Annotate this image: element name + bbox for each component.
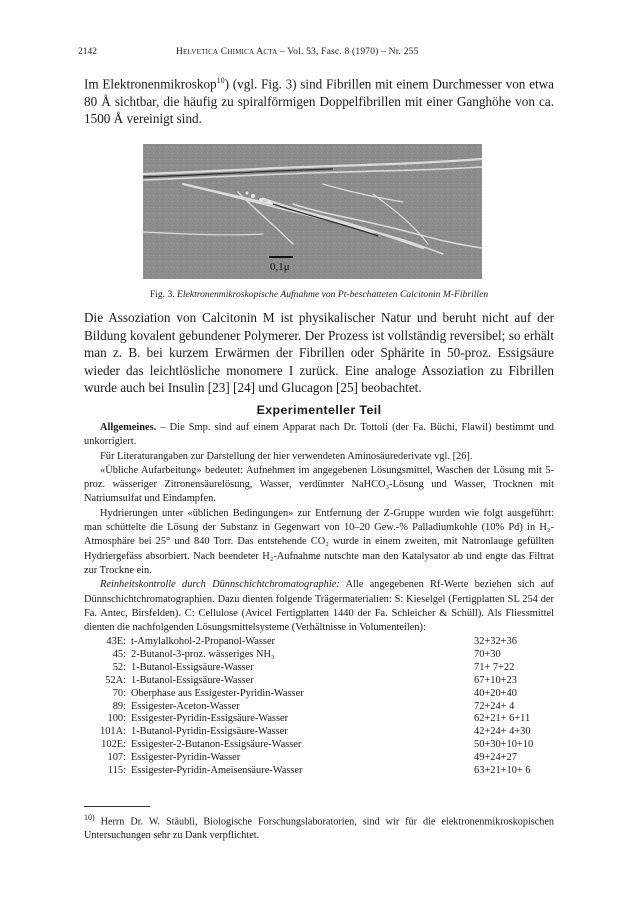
solvent-system-ratio: 62+21+ 6+11: [474, 713, 531, 725]
footnote-rule: [84, 806, 150, 807]
page-number: 2142: [78, 47, 97, 57]
solvent-system-name: Oberphase aus Essigester-Pyridin-Wasser: [131, 687, 304, 699]
running-title: [176, 47, 419, 57]
solvent-system-id: 107:: [107, 752, 126, 764]
literature-paragraph: Für Literaturangaben zur Darstellung der hier verwendeten Aminosäurederivate vgl. [26].: [100, 450, 473, 462]
solvent-systems-table: [84, 636, 556, 778]
solvent-systems-body: [84, 636, 556, 778]
micrograph-image: [143, 144, 482, 279]
solvent-system-name: 1-Butanol-Pyridin-Essigsäure-Wasser: [131, 726, 288, 738]
solvent-system-ratio: 32+32+36: [474, 636, 517, 647]
solvent-system-row: [84, 662, 556, 675]
solvent-system-ratio: 40+20+40: [474, 687, 517, 699]
footnote-text: Herrn Dr. W. Stäubli, Biologische Forschungslaboratorien, sind wir für die elektronenmikroskopischen Untersuchungen sehr zu Dank verpflichtet.: [84, 816, 554, 841]
solvent-system-row: [84, 688, 556, 701]
solvent-system-ratio: 42+24+ 4+30: [474, 726, 531, 738]
general-text: – Die Smp. sind auf einem Apparat nach Dr. Tottoli (der Fa. Büchi, Flawil) bestimmt und unkorrigiert.: [84, 422, 554, 448]
solvent-system-name: Essigester-2-Butanon-Essigsäure-Wasser: [131, 739, 302, 751]
intro-text-end: ) (vgl. Fig. 3) sind Fibrillen mit einem Durchmesser von etwa 80 Å sichtbar, die häufig zu spiralförmigen Doppelfibrillen mit einer Ganghöhe von ca. 1500 Å vereinigt sind.: [84, 76, 554, 127]
solvent-system-name: 2-Butanol-3-proz. wässeriges NH₃: [131, 648, 275, 660]
solvent-system-id: 89:: [112, 700, 126, 712]
solvent-system-id: 101A:: [100, 726, 126, 738]
experimental-general: [84, 421, 554, 635]
general-paragraph: [84, 421, 554, 450]
solvent-system-ratio: 50+30+10+10: [474, 739, 534, 751]
workup-paragraph: «Übliche Aufarbeitung» bedeutet: Aufnehmen im angegebenen Lösungsmittel, Waschen der Lösung mit 5-proz. wässeriger Zitronensäurelösung, Wasser, verdünnter NaHCO₃-Lösung und Wasser, Trocknen mit Natriumsulfat und Eindampfen.: [84, 464, 554, 505]
purity-text: Alle angegebenen Rf-Werte beziehen sich auf Dünnschichtchromatographien. Dazu dienten folgende Trägermaterialien: S: Kieselgel (Fertigplatten SL 254 der Fa. Antec, Birsfelden). C: Cellulose (Avicel Fertigplatten 1440 der Fa. Schleicher & Schüll). Als Fliessmittel dienten die nachfolgenden Lösungsmittelsysteme (Verhältnisse in Volumenteilen):: [84, 579, 554, 634]
solvent-system-name: Essigester-Pyridin-Wasser: [131, 752, 241, 764]
solvent-system-id: 115:: [107, 765, 126, 777]
footnote-ref: 10: [216, 76, 225, 85]
solvent-system-id: 100:: [107, 713, 126, 725]
intro-text-start: Im Elektronenmikroskop: [84, 76, 217, 92]
figure-caption-text: Elektronenmikroskopische Aufnahme von Pt-beschatteten Calcitonin M-Fibrillen: [177, 289, 489, 300]
solvent-system-id: 102E:: [101, 739, 126, 751]
solvent-system-ratio: 49+24+27: [474, 752, 517, 764]
solvent-system-name: t-Amylalkohol-2-Propanol-Wasser: [131, 636, 276, 647]
solvent-system-id: 70:: [112, 687, 126, 699]
solvent-system-ratio: 63+21+10+ 6: [474, 765, 531, 777]
solvent-system-ratio: 71+ 7+22: [474, 661, 515, 673]
solvent-system-ratio: 70+30: [474, 648, 501, 660]
association-paragraph: Die Assoziation von Calcitonin M ist physikalischer Natur und beruht nicht auf der Bildung kovalent gebundener Polymerer. Der Prozess ist vollständig reversibel; so erhält man z. B. bei kurzem Erwärmen der Fibrillen oder Sphärite in 50-proz. Essigsäure wieder das leichtlösliche monomere I zurück. Eine analoge Assoziation zu Fibrillen wurde auch bei Insulin [23] [24] und Glucagon [25] beobachtet.: [84, 310, 554, 395]
solvent-system-name: Essigester-Aceton-Wasser: [131, 700, 240, 712]
micrograph-figure: [143, 144, 482, 279]
solvent-system-row: [84, 739, 556, 752]
hydrogenation-paragraph: Hydrierungen unter «üblichen Bedingungen» zur Entfernung der Z-Gruppe wurden wie folgt ausgeführt: man schüttelte die Lösung der Substanz in Gegenwart von 10–20 Gew.-% Palladiumkohle (10% Pd) in H₂-Atmosphäre bei 25° und 840 Torr. Das entstehende CO₂ wurde in einem zweiten, mit Natronlauge gefüllten Hydriergefäss absorbiert. Nach beendeter H₂-Aufnahme nutschte man den Katalysator ab und engte das Filtrat zur Trockne ein.: [84, 507, 554, 576]
section-title: Experimenteller Teil: [256, 403, 382, 417]
solvent-system-row: [84, 701, 556, 714]
solvent-system-name: 1-Butanol-Essigsäure-Wasser: [131, 661, 254, 673]
solvent-system-row: [84, 636, 556, 649]
figure-number: Fig. 3.: [149, 289, 175, 300]
solvent-system-name: Essigester-Pyridin-Ameisensäure-Wasser: [131, 765, 303, 777]
purity-paragraph: [84, 578, 554, 635]
general-lead: Allgemeines.: [100, 422, 157, 433]
intro-paragraph: [84, 72, 554, 128]
solvent-system-id: 43E:: [106, 636, 126, 647]
solvent-system-id: 52:: [112, 661, 126, 673]
page-header: [78, 47, 548, 61]
scale-bar-label: 0,1μ: [270, 261, 290, 273]
solvent-system-row: [84, 765, 556, 778]
solvent-system-row: [84, 713, 556, 726]
journal-issue: – Vol. 53, Fasc. 8 (1970) – Nr. 255: [279, 47, 419, 57]
solvent-system-row: [84, 649, 556, 662]
solvent-system-name: Essigester-Pyridin-Essigsäure-Wasser: [131, 713, 289, 725]
solvent-system-row: [84, 752, 556, 765]
figure-caption: [94, 289, 544, 300]
solvent-system-name: 1-Butanol-Essigsäure-Wasser: [131, 674, 254, 686]
solvent-system-id: 45:: [112, 648, 126, 660]
purity-lead: Reinheitskontrolle durch Dünnschichtchromatographie:: [100, 579, 340, 591]
solvent-system-ratio: 72+24+ 4: [474, 700, 515, 712]
solvent-system-row: [84, 726, 556, 739]
journal-name: Helvetica Chimica Acta: [176, 47, 278, 57]
solvent-system-row: [84, 675, 556, 688]
solvent-system-ratio: 67+10+23: [474, 674, 517, 686]
solvent-system-id: 52A:: [105, 674, 126, 686]
footnote: [84, 811, 554, 843]
footnote-mark: 10): [84, 813, 95, 822]
